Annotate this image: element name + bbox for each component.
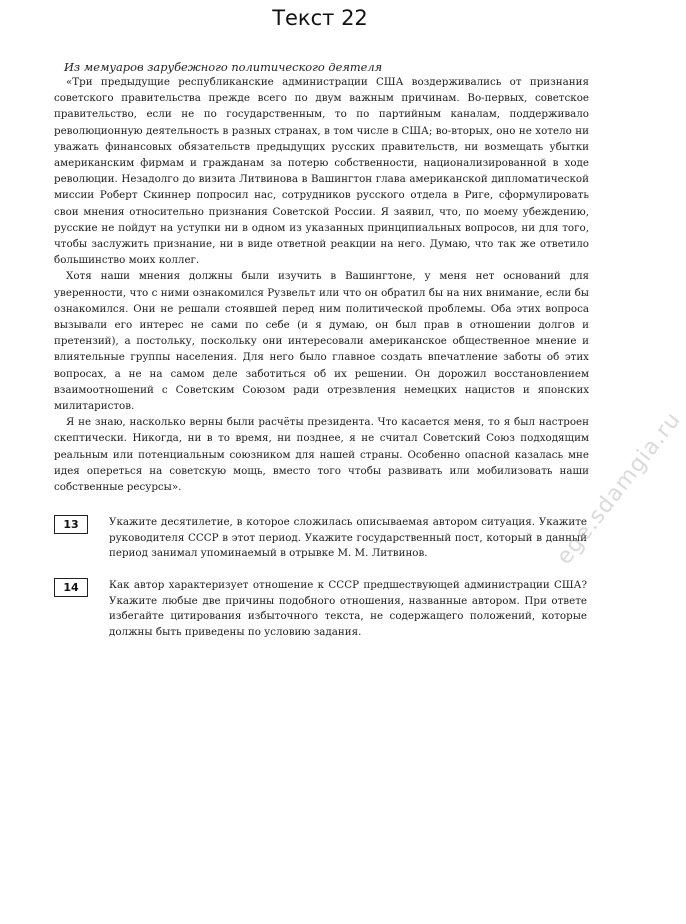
- paragraph: Я не знаю, насколько верны были расчёты президента. Что касается меня, то я был настроен скептически. Никогда, ни в то время, ни позднее, я не считал Советский Союз подходящим реальным или потенциальным союзником для нашей страны. Особенно опасной казалась мне идея опереться на советскую мощь, вместо того чтобы развивать или мобилизовать наши собственные ресурсы».: [54, 416, 589, 494]
- paragraph: «Три предыдущие республиканские администрации США воздерживались от признания советского правительства прежде всего по двум важным причинам. Во-первых, советское правительство, если не по государственным, то по партийным каналам, поддерживало революционную деятельность в разных странах, в том числе в США; во-вторых, оно не хотело ни уважать финансовых обязательств предыдущих русских правительств, ни возмещать убытки американским фирмам и гражданам за потерю собственности, национализированной в ходе революции. Незадолго до визита Литвинова в Вашингтон глава американской дипломатической миссии Роберт Скиннер попросил нас, сотрудников русского отдела в Риге, сформулировать свои мнения относительно признания Советской России. Я заявил, что, по моему убеждению, русские не пойдут на уступки ни в одном из указанных принципиальных вопросов, ни для того, чтобы заслужить признание, ни в виде ответной реакции на него. Думаю, что так же ответило большинство моих коллег.: [54, 76, 589, 267]
- task-number-box: 14: [54, 578, 88, 597]
- page-title: Текст 22: [272, 6, 368, 30]
- historical-text: [54, 74, 589, 495]
- task-number-box: 13: [54, 515, 88, 534]
- paragraph: Хотя наши мнения должны были изучить в Вашингтоне, у меня нет оснований для уверенности, что с ними ознакомился Рузвельт или что он обратил бы на них внимание, если бы ознакомился. Они не решали стоявшей перед ним политической проблемы. Оба этих вопроса вызывали его интерес не сами по себе (и я думаю, он был прав в отношении долгов и претензий), а постольку, поскольку они интересовали американское общественное мнение и влиятельные группы населения. Для него было главное создать впечатление заботы об этих вопросах, а не на самом деле заботиться об их решении. Он дорожил восстановлением взаимоотношений с Советским Союзом ради отрезвления немецких нацистов и японских милитаристов.: [54, 270, 589, 413]
- task-question: Укажите десятилетие, в которое сложилась описываемая автором ситуация. Укажите руководителя СССР в этот период. Укажите государственный пост, который в данный период занимал упоминаемый в отрывке М. М. Литвинов.: [109, 516, 587, 560]
- task-question: Как автор характеризует отношение к СССР предшествующей администрации США? Укажите любые две причины подобного отношения, названные автором. При ответе избегайте цитирования избыточного текста, не содержащего положений, которые должны быть приведены по условию задания.: [109, 579, 587, 638]
- source-caption: Из мемуаров зарубежного политического деятеля: [64, 60, 383, 74]
- watermark: ege.sdamgia.ru: [552, 407, 686, 570]
- scanned-document: [54, 54, 686, 644]
